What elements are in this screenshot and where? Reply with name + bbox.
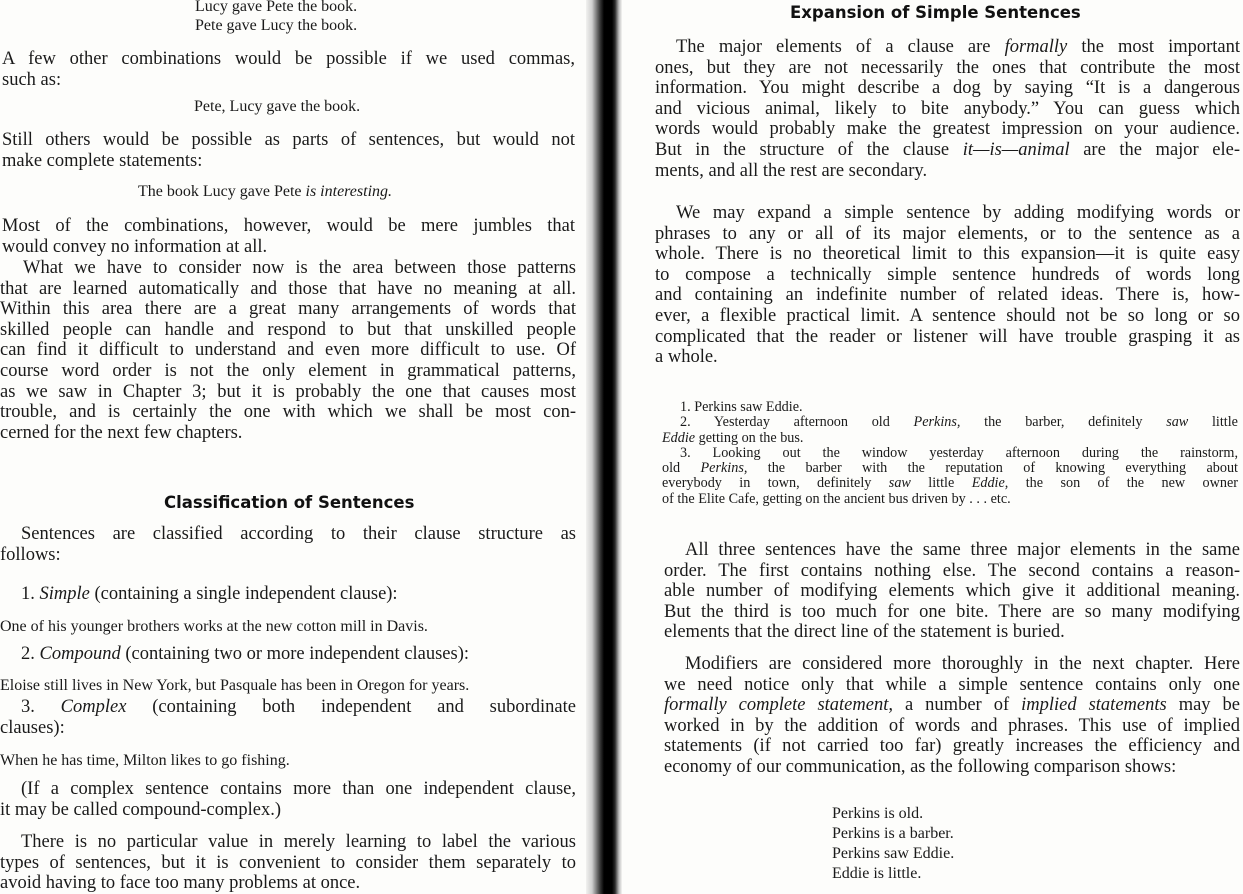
item-description: (containing two or more independent clauses): — [120, 644, 470, 664]
italic-term: formally complete statement, — [664, 695, 893, 716]
item-simple — [21, 584, 398, 605]
example-simple: One of his younger brothers works at the new cotton mill in Davis. — [0, 618, 428, 635]
text-line: phrases to any or all of its major elements, or to the sentence as a — [655, 223, 1240, 244]
numbered-line — [662, 431, 1238, 446]
text-line: that are learned automatically and those that have no meaning at all. — [0, 278, 576, 299]
italic-term: implied statements — [1021, 695, 1167, 716]
text-line: course word order is not the only element in grammatical patterns, — [0, 360, 576, 381]
italic-term: Eddie, — [971, 475, 1009, 492]
text-line: information. You might describe a dog by saying “It is a dangerous — [655, 78, 1240, 99]
comparison-item: Perkins is a barber. — [832, 825, 954, 842]
item-number: 1. — [21, 584, 40, 604]
numbered-line: of the Elite Cafe, getting on the ancient bus driven by . . . etc. — [662, 490, 1011, 507]
example-word-order — [195, 0, 357, 35]
text-line: What we have to consider now is the area between those patterns — [23, 258, 576, 278]
text-line: Within this area there are a great many arrangements of words that — [0, 299, 576, 320]
text-line: a whole. — [655, 347, 718, 368]
text-part: the son of the new owner — [1008, 475, 1238, 492]
example-commas: Pete, Lucy gave the book. — [194, 98, 361, 115]
italic-term: Perkins, — [913, 414, 961, 431]
numbered-sentences — [662, 400, 1238, 507]
paragraph-no-particular-value — [0, 832, 576, 894]
comparison-item: Perkins saw Eddie. — [832, 845, 955, 862]
text-line: it may be called compound-complex.) — [0, 799, 282, 820]
text-line: make complete statements: — [2, 150, 203, 171]
text-line: and vicious animal, likely to bite anybody.” You can guess which — [655, 98, 1240, 119]
text-part: 2. Yesterday afternoon old — [680, 414, 914, 431]
text-part: old — [662, 460, 701, 477]
right-page — [622, 0, 1243, 894]
item-description: (containing both independent and subordinate — [126, 697, 576, 717]
item-number: 3. — [21, 697, 61, 717]
text-part: the most important — [1067, 37, 1240, 57]
text-line: words would probably make the greatest impression on your audience. — [655, 119, 1240, 140]
item-complex — [0, 697, 576, 738]
numbered-line — [662, 461, 1238, 476]
paragraph-commas — [2, 49, 575, 90]
section-heading-classification: Classification of Sentences — [164, 493, 415, 512]
text-line: elements that the direct line of the statement is buried. — [664, 622, 1065, 643]
text-part: But in the structure of the clause — [655, 139, 963, 160]
text-line — [0, 697, 576, 718]
paragraph-modifiers — [664, 654, 1240, 778]
text-line — [655, 140, 1240, 161]
text-line: Sentences are classified according to their clause structure as — [21, 524, 576, 544]
text-line: cerned for the next few chapters. — [0, 422, 243, 443]
text-line: follows: — [0, 544, 61, 565]
italic-term: saw — [888, 475, 911, 492]
numbered-line: 1. Perkins saw Eddie. — [680, 399, 803, 415]
comparison-list — [832, 804, 954, 884]
text-part: the barber, definitely — [960, 414, 1167, 431]
italic-term: Perkins, — [700, 460, 748, 477]
paragraph-most-combinations — [2, 216, 575, 257]
numbered-line — [662, 476, 1238, 491]
text-line: A few other combinations would be possible if we used commas, — [2, 49, 575, 69]
text-part: little — [1188, 414, 1238, 431]
item-number: 2. — [21, 644, 40, 664]
book-gutter — [586, 0, 622, 894]
italic-term: formally — [1004, 37, 1068, 57]
text-part: the barber with the reputation of knowing everything about — [747, 460, 1238, 477]
text-line: statements (if not carried too far) greatly increases the efficiency and — [664, 736, 1240, 757]
item-term: Complex — [60, 697, 127, 717]
text-line: can find it difficult to understand and even more difficult to use. Of — [0, 340, 576, 361]
numbered-line: 3. Looking out the window yesterday afternoon during the rainstorm, — [680, 444, 1238, 461]
section-heading-expansion: Expansion of Simple Sentences — [790, 3, 1081, 22]
text-line: Most of the combinations, however, would be mere jumbles that — [2, 216, 575, 236]
example-compound: Eloise still lives in New York, but Pasquale has been in Oregon for years. — [0, 677, 470, 694]
text-line: we need notice only that while a simple sentence contains only one — [664, 674, 1240, 695]
item-term: Compound — [39, 644, 121, 664]
example-line: Pete gave Lucy the book. — [195, 17, 358, 34]
example-complex: When he has time, Milton likes to go fishing. — [0, 752, 290, 769]
text-line: trouble, and is certainly the one with which we shall be most con- — [0, 402, 576, 423]
text-part: may be — [1166, 695, 1241, 716]
text-line: economy of our communication, as the following comparison shows: — [664, 756, 1177, 777]
text-line: There is no particular value in merely learning to label the various — [21, 832, 576, 852]
text-line: complicated that the reader or listener will have trouble grasping it as — [655, 326, 1240, 347]
text-line: But the third is too much for one bite. There are so many modifying — [664, 601, 1240, 622]
text-line: Modifiers are considered more thoroughly in the next chapter. Here — [685, 654, 1240, 674]
text-part: getting on the bus. — [695, 429, 804, 446]
text-part: The major elements of a clause are — [676, 37, 1005, 57]
example-text: The book Lucy gave Pete — [138, 183, 306, 200]
italic-term: Eddie — [662, 429, 696, 446]
paragraph-still-others — [2, 130, 575, 171]
text-line: All three sentences have the same three major elements in the same — [685, 540, 1240, 560]
text-line: and containing an indefinite number of related ideas. There is, how- — [655, 285, 1240, 306]
text-line: as we saw in Chapter 3; but it is probably the one that causes most — [0, 381, 576, 402]
numbered-line — [662, 415, 1238, 430]
example-interesting — [138, 183, 392, 201]
paragraph-expand — [655, 203, 1240, 368]
italic-term: it—is—animal — [962, 139, 1070, 160]
paragraph-area-between — [0, 258, 576, 443]
italic-term: saw — [1166, 414, 1189, 431]
text-line: types of sentences, but it is convenient to consider them separately to — [0, 852, 576, 873]
item-term: Simple — [39, 584, 90, 604]
text-line: worked in by the addition of words and phrases. This use of implied — [664, 715, 1240, 736]
text-part: are the major ele- — [1069, 139, 1241, 160]
text-line: avoid having to face too many problems at once. — [0, 873, 361, 894]
example-line: Lucy gave Pete the book. — [195, 0, 358, 15]
text-line: to compose a technically simple sentence hundreds of words long — [655, 264, 1240, 285]
text-line: able number of modifying elements which give it additional meaning. — [664, 581, 1240, 602]
text-line: Still others would be possible as parts of sentences, but would not — [2, 130, 575, 150]
example-italic: is interesting. — [305, 183, 393, 200]
text-line: such as: — [2, 69, 62, 90]
text-part: a number of — [892, 695, 1022, 716]
text-line: We may expand a simple sentence by adding modifying words or — [676, 203, 1240, 223]
text-line: would convey no information at all. — [2, 236, 268, 257]
text-line: (If a complex sentence contains more than one independent clause, — [21, 779, 576, 799]
text-line: ments, and all the rest are secondary. — [655, 160, 928, 181]
item-description: (containing a single independent clause): — [89, 584, 398, 604]
text-line: skilled people can handle and respond to but that unskilled people — [0, 319, 576, 340]
text-line: whole. There is no theoretical limit to this expansion—it is quite easy — [655, 244, 1240, 265]
paragraph-compound-complex — [0, 779, 576, 820]
text-part: little — [910, 475, 972, 492]
item-compound — [21, 644, 469, 665]
paragraph-classified — [0, 524, 576, 565]
text-line — [664, 695, 1240, 716]
text-line: order. The first contains nothing else. The second contains a reason- — [664, 560, 1240, 581]
left-page — [0, 0, 586, 894]
comparison-item: Perkins is old. — [832, 805, 924, 822]
comparison-item: Eddie is little. — [832, 865, 922, 882]
paragraph-all-three — [664, 540, 1240, 643]
text-line: ones, but they are not necessarily the ones that contribute the most — [655, 57, 1240, 78]
text-line — [655, 37, 1240, 58]
paragraph-major-elements — [655, 37, 1240, 181]
text-part: everybody in town, definitely — [662, 475, 889, 492]
text-line: clauses): — [0, 717, 65, 738]
text-line: ever, a flexible practical limit. A sentence should not be so long or so — [655, 305, 1240, 326]
